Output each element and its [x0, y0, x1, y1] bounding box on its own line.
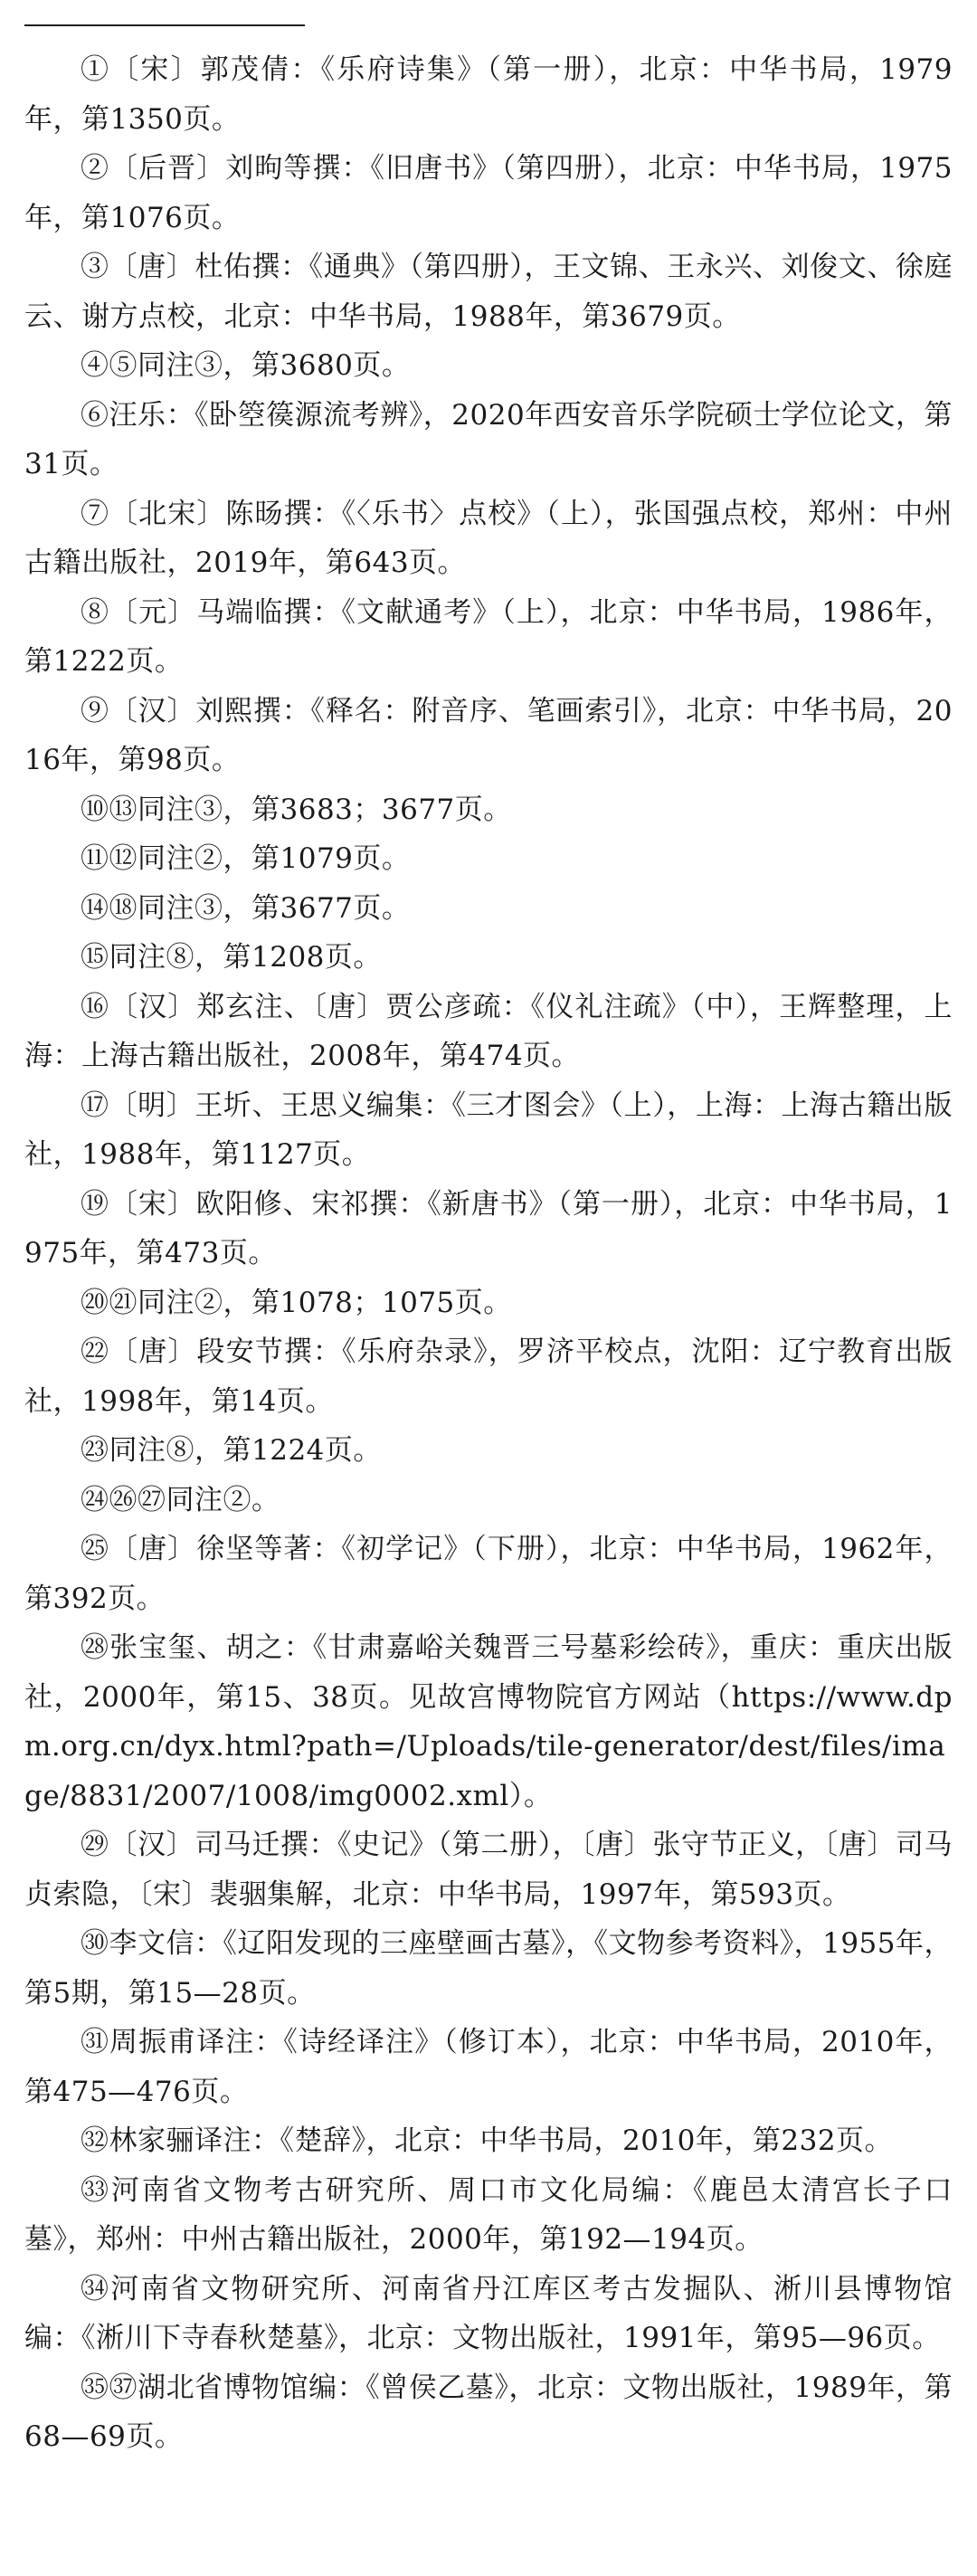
footnote-10-13: ⑩⑬同注③，第3683；3677页。: [81, 793, 512, 826]
footnote-6: ⑥汪乐：《卧箜篌源流考辨》，2020年西安音乐学院硕士学位论文，第31页。: [24, 398, 953, 480]
footnote-1: ①〔宋〕郭茂倩：《乐府诗集》（第一册），北京：中华书局，1979年，第1350页。: [24, 53, 953, 136]
footnote-19: ⑲〔宋〕欧阳修、宋祁撰：《新唐书》（第一册），北京：中华书局，1975年，第473页。: [24, 1187, 953, 1269]
footnote-24-26-27: ㉔㉖㉗同注②。: [81, 1483, 280, 1516]
footnote-23: ㉓同注⑧，第1224页。: [81, 1434, 382, 1467]
footnote-34: ㉞河南省文物研究所、河南省丹江库区考古发掘队、淅川县博物馆编：《淅川下寺春秋楚墓》，北京：文物出版社，1991年，第95—96页。: [24, 2272, 953, 2354]
footnote-7: ⑦〔北宋〕陈旸撰：《〈乐书〉点校》（上），张国强点校，郑州：中州古籍出版社，2019年，第643页。: [24, 497, 953, 579]
footnote-11-12: ⑪⑫同注②，第1079页。: [81, 842, 411, 875]
footnote-33: ㉝河南省文物考古研究所、周口市文化局编：《鹿邑太清宫长子口墓》，郑州：中州古籍出版社，2000年，第192—194页。: [24, 2173, 953, 2256]
footnote-29: ㉙〔汉〕司马迁撰：《史记》（第二册），〔唐〕张守节正义，〔唐〕司马贞索隐，〔宋〕裴骃集解，北京：中华书局，1997年，第593页。: [24, 1829, 953, 1911]
footnote-3: ③〔唐〕杜佑撰：《通典》（第四册），王文锦、王永兴、刘俊文、徐庭云、谢方点校，北京：中华书局，1988年，第3679页。: [24, 251, 953, 333]
footnote-4-5: ④⑤同注③，第3680页。: [81, 349, 411, 382]
footnote-31: ㉛周振甫译注：《诗经译注》（修订本），北京：中华书局，2010年，第475—476页。: [24, 2026, 953, 2108]
footnote-2: ②〔后晋〕刘昫等撰：《旧唐书》（第四册），北京：中华书局，1975年，第1076页。: [24, 152, 953, 234]
footnote-17: ⑰〔明〕王圻、王思义编集：《三才图会》（上），上海：上海古籍出版社，1988年，第1127页。: [24, 1088, 953, 1171]
footnote-14-18: ⑭⑱同注③，第3677页。: [81, 891, 411, 925]
footnote-20-21: ⑳㉑同注②，第1078；1075页。: [81, 1286, 512, 1319]
footnotes-list: [24, 45, 953, 2462]
footnote-32: ㉜林家骊译注：《楚辞》，北京：中华书局，2010年，第232页。: [81, 2124, 894, 2157]
footnote-28: ㉘张宝玺、胡之：《甘肃嘉峪关魏晋三号墓彩绘砖》，重庆：重庆出版社，2000年，第15、38页。见故宫博物院官方网站（https://www.dpm.org.cn/dyx.html?path=/Uploads/tile-generator/dest/files/image/8831/2007/1008/img0002.xml）。: [24, 1631, 953, 1812]
footnote-separator-rule: [24, 24, 305, 26]
footnote-22: ㉒〔唐〕段安节撰：《乐府杂录》，罗济平校点，沈阳：辽宁教育出版社，1998年，第14页。: [24, 1336, 953, 1418]
footnote-15: ⑮同注⑧，第1208页。: [81, 941, 382, 974]
footnote-30: ㉚李文信：《辽阳发现的三座壁画古墓》，《文物参考资料》，1955年，第5期，第15—28页。: [24, 1927, 953, 2010]
footnote-25: ㉕〔唐〕徐坚等著：《初学记》（下册），北京：中华书局，1962年，第392页。: [24, 1533, 953, 1615]
footnote-16: ⑯〔汉〕郑玄注、〔唐〕贾公彦疏：《仪礼注疏》（中），王辉整理，上海：上海古籍出版社，2008年，第474页。: [24, 990, 953, 1072]
footnote-8: ⑧〔元〕马端临撰：《文献通考》（上），北京：中华书局，1986年，第1222页。: [24, 595, 953, 678]
footnote-9: ⑨〔汉〕刘熙撰：《释名：附音序、笔画索引》，北京：中华书局，2016年，第98页。: [24, 694, 953, 776]
footnote-35-37: ㉟㊲湖北省博物馆编：《曾侯乙墓》，北京：文物出版社，1989年，第68—69页。: [24, 2371, 953, 2453]
